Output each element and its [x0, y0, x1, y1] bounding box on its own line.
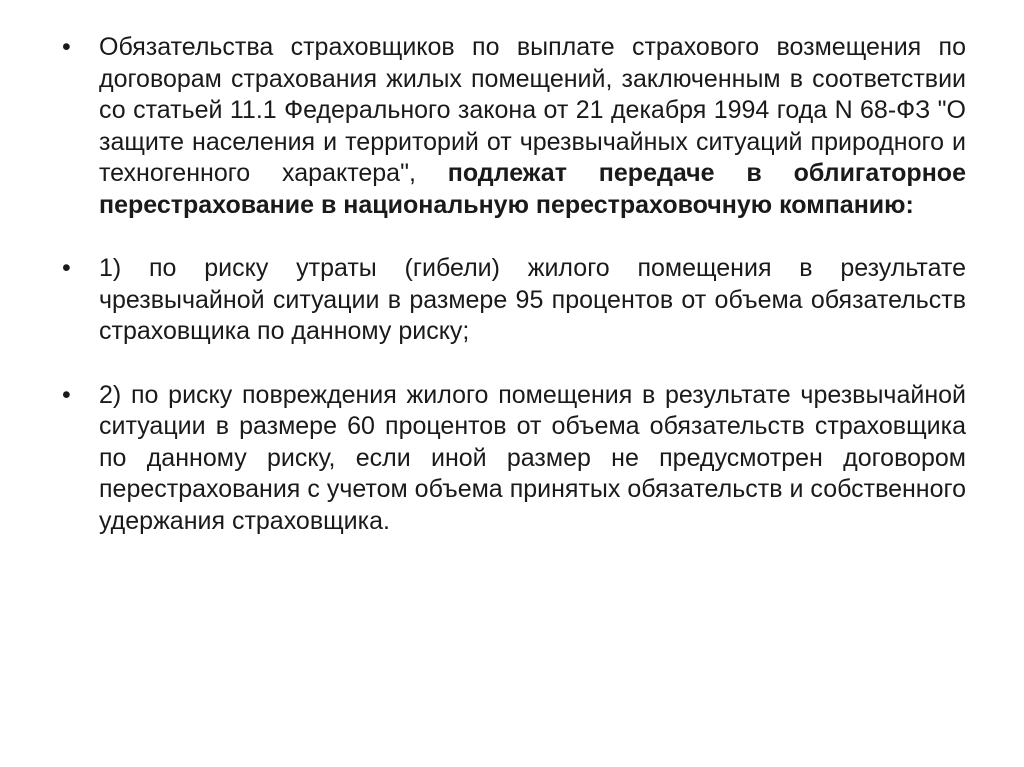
bullet-item-damage-risk: [62, 380, 966, 538]
bullet-item-obligations: [62, 32, 966, 221]
bullet-icon: •: [62, 33, 71, 61]
bullet-text-regular: Обязательства страховщиков по выплате страхового возмещения по договорам страхования жилых помещений, заключенным в соответствии со статьей 11.1 Федерального закона от 21 декабря 1994 года N 68-ФЗ "О защите населения и территорий от чрезвычайных ситуаций природного и техногенного характера",: [99, 33, 966, 187]
bullet-item-loss-risk: [62, 253, 966, 348]
bullet-text-bold: подлежат передаче в облигаторное перестрахование в национальную перестраховочную компанию:: [99, 159, 966, 219]
bullet-text-regular: 2) по риску повреждения жилого помещения в результате чрезвычайной ситуации в размере 60 процентов от объема обязательств страховщика по данному риску, если иной размер не предусмотрен договором перестрахования с учетом объема принятых обязательств и собственного удержания страховщика.: [99, 380, 966, 535]
bullet-icon: •: [62, 254, 71, 282]
bullet-icon: •: [62, 380, 71, 409]
bullet-list: [62, 32, 966, 537]
bullet-text-regular: 1) по риску утраты (гибели) жилого помещения в результате чрезвычайной ситуации в размере 95 процентов от объема обязательств страховщика по данному риску;: [99, 254, 966, 345]
